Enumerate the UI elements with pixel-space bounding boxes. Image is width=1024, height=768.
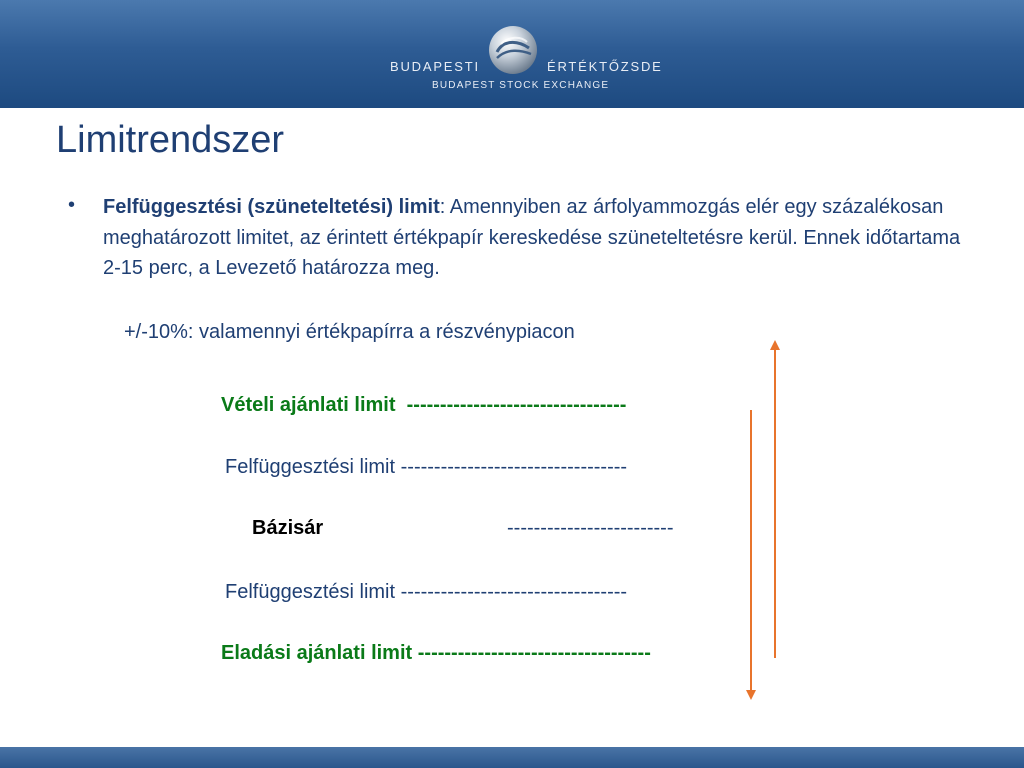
level-dashes: ----------------------------------- — [412, 642, 651, 664]
logo-text-left: BUDAPESTI — [390, 59, 480, 74]
level-dashes: ------------------------- — [507, 517, 674, 539]
level-buy-limit — [221, 394, 626, 417]
down-arrow-icon — [741, 410, 761, 700]
level-sell-limit — [221, 642, 651, 665]
level-suspension-upper — [225, 456, 627, 479]
level-base-price — [252, 517, 323, 540]
level-label: Felfüggesztési limit — [225, 581, 396, 603]
header-banner — [0, 0, 1024, 108]
footer-bar — [0, 747, 1024, 768]
logo-text-right: ÉRTÉKTŐZSDE — [547, 59, 663, 74]
slide-title: Limitrendszer — [56, 119, 285, 161]
up-arrow-icon — [765, 340, 785, 660]
level-dashes: --------------------------------- — [395, 394, 627, 416]
bullet-text: : Amennyiben az árfolyammozgás elér egy százalékosan meghatározott limitet, az érintett értékpapír kereskedése szüneteltetésre kerül. Ennek időtartama 2-15 perc, a Levezető határozza meg. — [103, 196, 961, 279]
level-dashes: ---------------------------------- — [395, 581, 628, 603]
level-base-dashes — [507, 517, 674, 540]
level-suspension-lower — [225, 581, 627, 604]
level-label: Eladási ajánlati limit — [221, 642, 413, 664]
level-label: Vételi ajánlati limit — [221, 394, 396, 416]
level-label: Felfüggesztési limit — [225, 456, 396, 478]
sub-line: +/-10%: valamennyi értékpapírra a részvénypiacon — [124, 321, 575, 343]
logo-subtitle: BUDAPEST STOCK EXCHANGE — [432, 80, 610, 91]
level-label: Bázisár — [252, 517, 324, 539]
bullet-term: Felfüggesztési (szüneteltetési) limit — [103, 196, 440, 218]
bullet-marker: • — [68, 194, 76, 216]
level-dashes: ---------------------------------- — [395, 456, 628, 478]
bse-logo-icon — [487, 24, 539, 76]
bullet-paragraph — [103, 192, 983, 284]
